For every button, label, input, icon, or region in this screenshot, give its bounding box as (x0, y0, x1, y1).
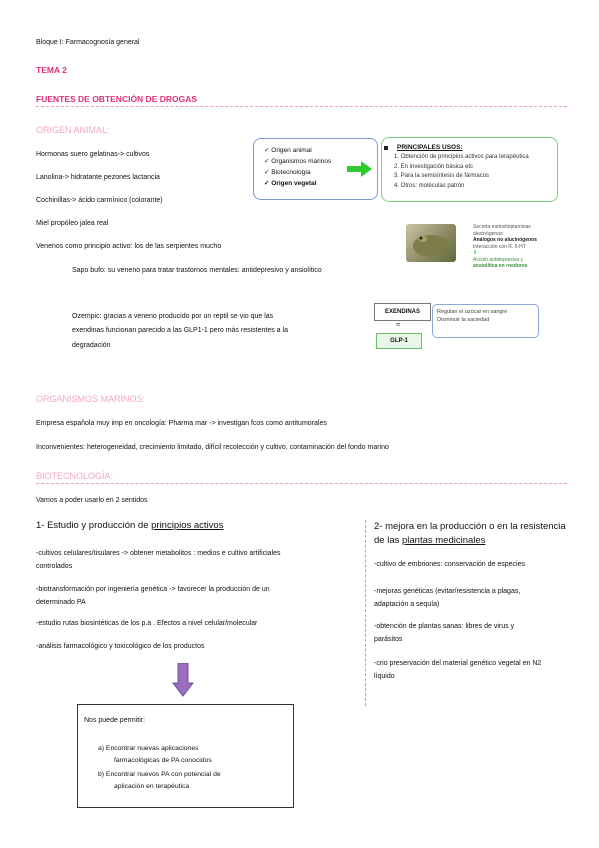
approx-sign: ≈ (396, 320, 401, 329)
section-heading-biotec: BIOTECNOLOGÍA: (36, 471, 114, 481)
usos-heading: PRINCIPALES USOS: (397, 144, 463, 151)
col1-item: -biotransformación por ingeniería genética -> favorecer la producción de un determinado PA (36, 586, 270, 606)
tema-label: TEMA 2 (36, 65, 67, 75)
origin-item: ✓ Origen animal (264, 147, 312, 154)
animal-line: Hormonas suero gelatinas-> cultivos (36, 151, 150, 158)
col1-title: 1- Estudio y producción de principios activos (36, 520, 224, 531)
ozempic-line: exendinas funcionan parecido a las GLP1-1 pero más resistentes a la (72, 327, 288, 334)
usos-item: 1. Obtención de principios activos para terapéutica (394, 154, 529, 160)
biotec-intro: Vamos a poder usarlo en 2 sentidos (36, 497, 148, 504)
origin-item: ✓ Origen vegetal (264, 180, 317, 187)
exendinas-box: EXENDINAS (374, 303, 431, 321)
usos-box (381, 137, 558, 202)
sapo-line: Sapo bufo: su veneno para tratar trastornos mentales: antidepresivo y ansiolítico (72, 267, 322, 274)
bloque-label: Bloque I: Farmacognosía general (36, 39, 140, 46)
section-heading-marinos: ORGANISMOS MARINOS: (36, 394, 146, 404)
col1-item: -cultivos celulares/tisulares -> obtener metabolitos : medios e cultivo artificiales controlados (36, 550, 281, 570)
marinos-line: Empresa española muy imp en oncología: Pharma mar -> investigan fcos como antitumorales (36, 420, 327, 427)
title-divider (36, 106, 567, 107)
marinos-line: Inconvenientes: heterogeneidad, crecimiento limitado, difícil recolección y cultivo, contaminación del fondo marino (36, 444, 389, 451)
col2-item: -cultivo de embriones: conservación de especies (374, 561, 525, 568)
animal-line: Miel propóleo jalea real (36, 220, 109, 227)
bullet-icon (384, 146, 388, 150)
animal-line: Cochinillas-> ácido carmínico (colorante) (36, 197, 163, 204)
col1-item: -estudio rutas biosintéticas de los p.a . Efectos a nivel celular/molecular (36, 620, 258, 627)
usos-item: 4. Otros: moléculas patrón (394, 182, 465, 189)
col2-item: -mejoras genéticas (evitar/resistencia a plagas, adaptación a sequía) (374, 588, 521, 608)
frog-image (406, 224, 456, 262)
page-title: FUENTES DE OBTENCIÓN DE DROGAS (36, 94, 198, 104)
origin-item: ✓ Biotecnología (264, 169, 311, 176)
biotec-divider (36, 483, 567, 484)
animal-line: Lanolina-> hidratante pezones lactancia (36, 174, 160, 181)
column-divider (365, 520, 366, 706)
exendinas-description: Regulan el azúcar en sangre Disminuir la saciedad (432, 304, 539, 338)
green-arrow-icon (347, 161, 373, 177)
animal-line: Venenos como principio activo: los de las serpientes mucho (36, 243, 222, 250)
glp1-box: GLP-1 (376, 333, 422, 349)
frog-note: Secreta metoxitriptaminas alucinógenas: Análogos no alucinógenos Interacción con R. 5-HT ⬇ Acción antidepresiva y ansiolítica en roedores (473, 224, 537, 269)
section-heading-origen-animal: ORIGEN ANIMAL: (36, 125, 110, 135)
ozempic-line: Ozempic: gracias a veneno producido por un reptil se vio que las (72, 313, 274, 320)
usos-item: 3. Para la semisíntesis de fármacos (394, 173, 490, 179)
col2-title: 2- mejora en la producción o en la resistencia de las plantas medicinales (374, 521, 566, 546)
col2-item: -obtención de plantas sanas: libres de virus y parásitos (374, 623, 515, 643)
usos-item: 2. En investigación básica etc (394, 163, 474, 170)
permit-item-a: a) Encontrar nuevas aplicaciones farmacológicas de PA conocidos (98, 745, 212, 764)
toad-icon (406, 224, 456, 262)
ozempic-line: degradación (72, 342, 111, 349)
permit-title: Nos puede permitir: (84, 717, 146, 724)
permit-item-b: b) Encontrar nuevos PA con potencial de aplicación en terapéutica (98, 771, 221, 790)
col1-item: -análisis farmacológico y toxicológico de los productos (36, 643, 205, 650)
origin-item: ✓ Organismos marinos (264, 158, 332, 165)
purple-down-arrow-icon (172, 663, 194, 697)
permit-box (77, 704, 294, 808)
col2-item: -crio preservación del material genético vegetal en N2 líquido (374, 660, 542, 680)
